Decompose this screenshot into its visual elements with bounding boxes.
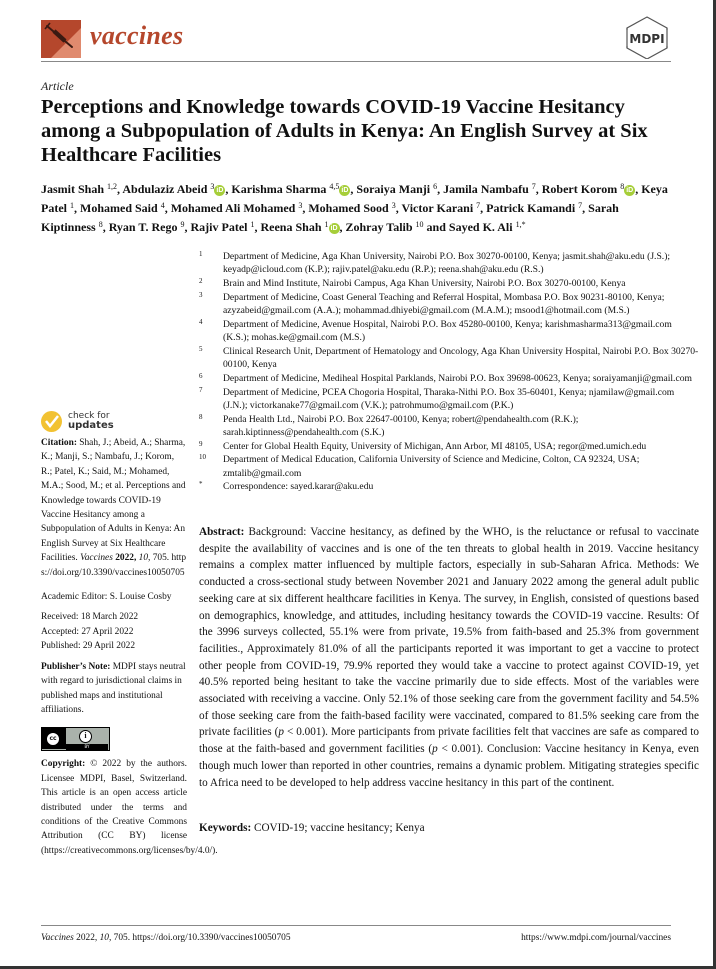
citation-doi-link[interactable]: https://doi.org/10.3390/vaccines10050705 [41,553,187,578]
affiliation-item: 4 Department of Medicine, Avenue Hospital, Nairobi P.O. Box 45280-00100, Kenya; karishmasharma313@gmail.com (K.S.); mohas.ke@gmail.com (M.S.) [199,317,672,343]
orcid-icon[interactable]: iD [330,225,338,232]
author-name: Ryan T. Rego [108,220,178,234]
author-affiliation-marker: 3 [298,201,303,210]
journal-url-link[interactable]: https://www.mdpi.com/journal/vaccines [521,933,671,943]
affiliation-item: 3 Department of Medicine, Coast General Teaching and Referral Hospital, Mombasa P.O. Box 90231-80100, Kenya; azyzabeid@gmail.com (A.A.); mohammad.dhiyebi@gmail.com (M.A.M.); msood1@hotmail.com (M.S.) [199,290,665,316]
affiliation-item: 5 Clinical Research Unit, Department of Hematology and Oncology, Aga Khan University Hospital, Nairobi P.O. Box 30270-00100, Kenya [199,344,699,370]
author-affiliation-marker: 1,* [515,220,526,229]
citation: Citation: Shah, J.; Abeid, A.; Sharma, K.; Manji, S.; Nambafu, J.; Korom, R.; Patel, K.; Said, M.; Mohamed, M.A.; Sood, M.; et al. Perceptions and Knowledge towards COVID-19 Vaccine Hesitancy among a Subpopulation of Adults in Kenya: An English Survey at Six Healthcare Facilities. Vaccines 2022, 10, 705. https://doi.org/10.3390/vaccines10050705 [41,438,187,578]
author-affiliation-marker: 7 [578,201,583,210]
author-name: Jasmit Shah [41,182,105,196]
author-name: Mohamed Said [80,201,158,215]
author-affiliation-marker: 8 [620,182,625,191]
journal-name: vaccines [90,21,184,50]
footer-citation: Vaccines 2022, 10, 705. https://doi.org/10.3390/vaccines10050705 [41,933,291,943]
mdpi-logo-icon [623,15,671,59]
author-affiliation-marker: 1 [250,220,255,229]
author-affiliation-marker: 3 [391,201,396,210]
author-affiliation-marker: 1 [324,220,329,229]
affiliations-list [199,250,699,494]
author-name: Soraiya Manji [356,182,431,196]
cc-by-license-icon[interactable]: cc i BY [41,727,110,751]
correspondence: * Correspondence: sayed.karar@aku.edu [199,480,374,493]
author-affiliation-marker: 9 [180,220,185,229]
abstract: Abstract: Background: Vaccine hesitancy, as defined by the WHO, is the reluctance or refusal to vaccinate despite the availability of vaccines and is one of the ten threats to global health in 2019. Vaccine hesitancy remains a complex matter influenced by multiple factors, especially in sub-Saharan Africa. Methods: We conducted a cross-sectional study between November 2021 and January 2022 among the general adult public seeking care at six different healthcare facilities in Kenya. The survey, in English, consisted of questions based on demographics, knowledge, and attitudes, including hesitancy towards the COVID-19 vaccine. Results: Of the 3996 surveys collected, 55.1% were from private, 19.5% from faith-based and 25.3% from government facilities., Approximately 81.0% of all the participants reported it was important to get a vaccine to protect other people from COVID-19, 79.9% reported they would take a vaccine to protect against COVID-19, yet 40.5% reported being hesitant to take the vaccine primarily due to side effects. Most of the variables were associated with receiving a vaccine. Only 52.1% of those seeking care from the government facility and 54.5% of those seeking care from the faith-based facility were vaccinated, compared to 81.5% seeking care from the private facilities (p < 0.001). More participants from private facilities felt that vaccines are safe as compared to those at the faith-based and government facilities (p < 0.001). Conclusion: Vaccine hesitancy in Kenya, even though much lower than reported in other countries, remains a dynamic problem. Mitigating strategies specific to Africa need to be developed to help address vaccine hesitancy in this part of the continent. [199,526,700,789]
journal-header [41,15,671,62]
orcid-icon[interactable]: iD [216,187,224,194]
svg-text:MDPI: MDPI [629,32,665,46]
affiliation-item: 6 Department of Medicine, Mediheal Hospital Parklands, Nairobi P.O. Box 39698-00623, Kenya; soraiyamanji@gmail.com [199,371,692,384]
keywords: Keywords: COVID-19; vaccine hesitancy; Kenya [199,822,425,834]
affiliation-item: 2 Brain and Mind Institute, Nairobi Campus, Aga Khan University, Nairobi P.O. Box 30270-00100, Kenya [199,277,626,289]
author-affiliation-marker: 7 [531,182,536,191]
author-affiliation-marker: 1 [70,201,74,210]
author-name: Zohray Talib [345,220,413,234]
author-affiliation-marker: 4,5 [329,182,340,191]
author-name: Karishma Sharma [231,182,327,196]
footer-divider [41,925,671,926]
publisher-note: Publisher’s Note: MDPI stays neutral with regard to jurisdictional claims in published maps and institutional affiliations. [41,661,186,715]
author-affiliation-marker: 1,2 [107,182,118,191]
author-name: Sarah Kiptinness [41,201,619,234]
author-affiliation-marker: 6 [433,182,438,191]
orcid-icon[interactable]: iD [341,187,349,194]
author-affiliation-marker: 3 [210,182,215,191]
author-name: Mohamed Sood [308,201,389,215]
affiliation-item: 9 Center for Global Health Equity, University of Michigan, Ann Arbor, MI 48105, USA; regor@med.umich.edu [199,439,647,452]
author-affiliation-marker: 10 [415,220,424,229]
published-date: Published: 29 April 2022 [41,641,136,652]
check-for-updates-button[interactable]: check for updates [41,408,187,434]
author-name: Jamila Nambafu [443,182,529,196]
copyright-notice: Copyright: © 2022 by the authors. Licensee MDPI, Basel, Switzerland. This article is an open access article distributed under the terms and conditions of the Creative Commons Attribution (CC BY) license (https://creativecommons.org/licenses/by/4.0/). [41,759,218,856]
author-name: Robert Korom [541,182,618,196]
author-affiliation-marker: 4 [160,201,165,210]
author-name: Sayed K. Ali [448,220,513,234]
author-affiliation-marker: 8 [98,220,103,229]
affiliation-item: 8 Penda Health Ltd., Nairobi P.O. Box 22647-00100, Kenya; robert@pendahealth.com (R.K.); sarah.kiptinness@pendahealth.com (S.K.) [199,412,579,438]
accepted-date: Accepted: 27 April 2022 [41,626,134,637]
author-name: Mohamed Ali Mohamed [170,201,296,215]
orcid-icon[interactable]: iD [626,187,634,194]
article-type: Article [41,79,74,93]
affiliation-item: 7 Department of Medicine, PCEA Chogoria Hospital, Tharaka-Nithi P.O. Box 35-60401, Kenya; njamilaw@gmail.com (J.N.); victorkanake77@gmail.com (V.K.); patrohmumo@gmail.com (P.K.) [199,385,675,411]
author-name: Patrick Kamandi [486,201,576,215]
sidebar [41,408,218,864]
affiliation-item: 1 Department of Medicine, Aga Khan University, Nairobi P.O. Box 30270-00100, Kenya; jasmit.shah@aku.edu (J.S.); keyadp@icloud.com (K.P.); rajiv.patel@aku.edu (R.P.); reena.shah@aku.edu (R.S.) [199,250,671,276]
author-list: Jasmit Shah $^{1,2}$, Abdulaziz Abeid $^3$ iD , Karishma Sharma $^{4,5}$ iD , Soraiya Manji $^6$, Jamila Nambafu $^7$, Robert Korom $^8$ iD , Keya Patel $^1$, Mohamed Said $^4$, Mohamed Ali Mohamed $^3$, Mohamed Sood $^3$, Victor Karani $^7$, Patrick Kamandi $^7$, Sarah Kiptinness $^8$, Ryan T. Rego $^9$, Rajiv Patel $^1$, Reena Shah $^1$ iD , Zohray Talib $^{10}$ and Sayed K. Ali $^{1,*}$ [41,182,668,234]
author-name: Abdulaziz Abeid [122,182,208,196]
article-title: Perceptions and Knowledge towards COVID-19 Vaccine Hesitancy among a Subpopulation of Adults in Kenya: An English Survey at Six Healthcare Facilities [41,96,648,166]
received-date: Received: 18 March 2022 [41,612,139,623]
author-name: Rajiv Patel [190,220,248,234]
academic-editor: Academic Editor: S. Louise Cosby [41,592,172,603]
affiliation-item: 10 Department of Medical Education, California University of Science and Medicine, Colton, CA 92324, USA; zmtalib@gmail.com [199,453,640,479]
author-name: Keya Patel [41,182,668,215]
checkmark-icon [41,411,62,432]
author-affiliation-marker: 7 [476,201,481,210]
publication-dates [41,610,187,653]
vaccines-logo-icon [41,20,81,58]
author-name: Reena Shah [260,220,322,234]
author-name: Victor Karani [401,201,474,215]
